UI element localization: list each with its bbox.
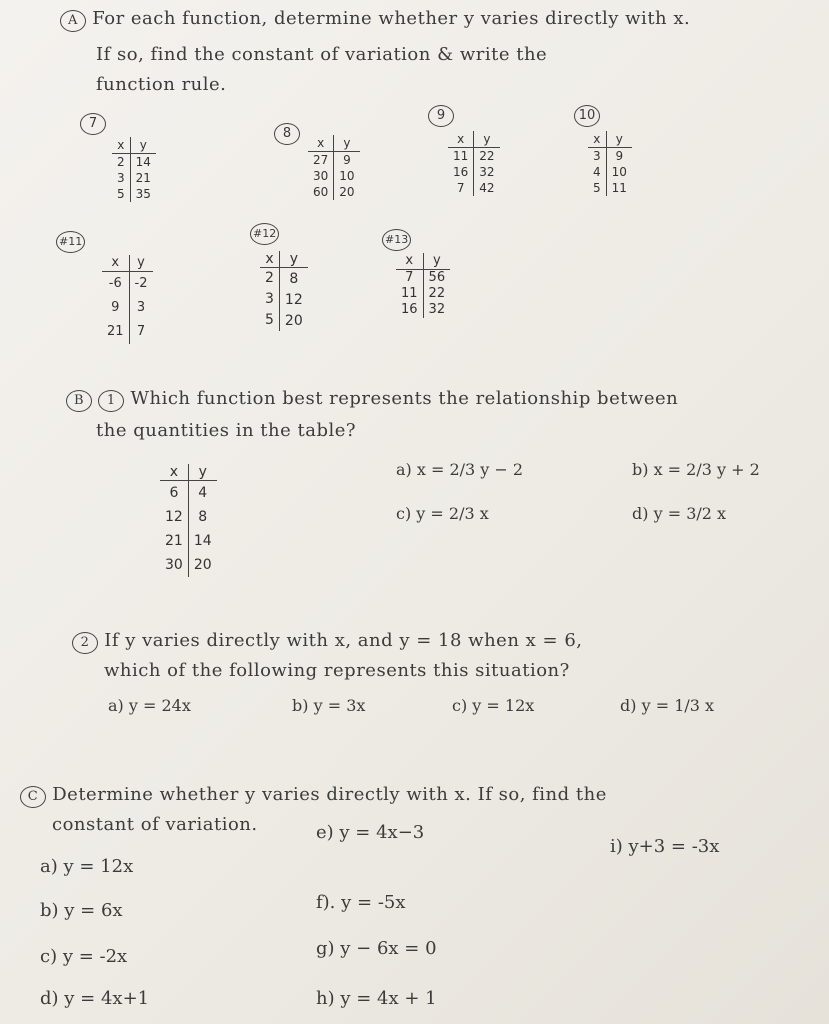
table-cell: 35 <box>135 187 151 201</box>
table-header: x <box>396 253 423 270</box>
item-h: h) y = 4x + 1 <box>316 988 437 1009</box>
table-cell: 7 <box>396 270 423 287</box>
table-cell: 4 <box>198 485 208 501</box>
problem-8 <box>274 122 360 200</box>
table-11 <box>102 255 153 344</box>
table-cell: 3 <box>588 148 606 165</box>
table-cell: 12 <box>160 505 188 529</box>
table-cell: 20 <box>284 312 303 329</box>
table-header: x <box>102 255 129 272</box>
section-a-instruction-2: If so, find the constant of variation & write the <box>96 44 548 65</box>
table-9 <box>448 131 500 196</box>
problem-10-number: 10 <box>574 105 600 127</box>
table-cell: 10 <box>611 165 627 179</box>
table-cell: 30 <box>160 553 188 577</box>
question-1-text-2: the quantities in the table? <box>96 420 357 441</box>
question-1-option-b: b) x = 2/3 y + 2 <box>632 460 760 479</box>
question-2-text-1: If y varies directly with x, and y = 18 when x = 6, <box>104 630 583 651</box>
table-10 <box>588 131 632 196</box>
section-c-badge: C <box>20 786 46 808</box>
table-cell: 5 <box>260 310 279 331</box>
table-cell: 27 <box>308 152 334 169</box>
problem-12-number: #12 <box>250 223 279 245</box>
table-cell: 22 <box>428 286 446 301</box>
table-7 <box>112 137 156 202</box>
table-header: x <box>160 464 188 481</box>
question-1-table <box>160 464 217 577</box>
question-1-option-c: c) y = 2/3 x <box>396 504 489 523</box>
item-g: g) y − 6x = 0 <box>316 938 437 959</box>
section-c-instruction-1: Determine whether y varies directly with x. If so, find the <box>52 784 607 805</box>
problem-7 <box>80 112 156 202</box>
table-cell: 11 <box>611 181 627 195</box>
question-1-text-1: Which function best represents the relationship between <box>130 388 679 409</box>
table-header: x <box>112 137 130 154</box>
question-2-option-c: c) y = 12x <box>452 696 535 715</box>
table-header: y <box>130 137 156 154</box>
problem-9-number: 9 <box>428 105 454 127</box>
question-1-badge: 1 <box>98 390 124 412</box>
table-header: x <box>588 131 606 148</box>
table-12 <box>260 251 308 331</box>
section-c-instruction-2: constant of variation. <box>52 814 258 835</box>
table-cell: 12 <box>284 291 303 308</box>
table-header: y <box>334 135 360 152</box>
problem-10 <box>574 104 632 196</box>
table-cell: 21 <box>135 171 151 185</box>
table-cell: 16 <box>448 164 474 180</box>
table-cell: -2 <box>134 276 148 291</box>
table-cell: 56 <box>428 270 446 285</box>
table-cell: 2 <box>112 154 130 171</box>
problem-13-number: #13 <box>382 229 411 251</box>
table-cell: 32 <box>479 165 495 179</box>
question-1-option-a: a) x = 2/3 y − 2 <box>396 460 524 479</box>
section-a-instruction-3: function rule. <box>96 74 227 95</box>
table-cell: 8 <box>198 509 208 525</box>
table-cell: 32 <box>428 302 446 317</box>
question-1-option-d: d) y = 3/2 x <box>632 504 727 523</box>
table-cell: -6 <box>102 272 129 297</box>
table-cell: 11 <box>396 286 423 302</box>
item-i: i) y+3 = -3x <box>610 836 720 857</box>
table-cell: 5 <box>588 180 606 196</box>
problem-12 <box>250 222 308 331</box>
table-cell: 21 <box>160 529 188 553</box>
problem-11-number: #11 <box>56 231 85 253</box>
table-cell: 5 <box>112 186 130 202</box>
item-a: a) y = 12x <box>40 856 134 877</box>
table-cell: 4 <box>588 164 606 180</box>
question-2-badge: 2 <box>72 632 98 654</box>
table-header: y <box>279 251 307 268</box>
table-cell: 16 <box>396 302 423 318</box>
question-2-option-a: a) y = 24x <box>108 696 191 715</box>
problem-8-number: 8 <box>274 123 300 145</box>
problem-11 <box>56 230 153 344</box>
section-a-badge: A <box>60 10 86 32</box>
table-cell: 9 <box>102 296 129 320</box>
table-header: y <box>188 464 216 481</box>
table-cell: 60 <box>308 184 334 200</box>
item-c: c) y = -2x <box>40 946 128 967</box>
table-cell: 3 <box>112 170 130 186</box>
question-2-option-d: d) y = 1/3 x <box>620 696 715 715</box>
problem-7-number: 7 <box>80 113 106 135</box>
table-cell: 30 <box>308 168 334 184</box>
table-cell: 7 <box>448 180 474 196</box>
table-cell: 20 <box>193 557 212 573</box>
table-header: x <box>308 135 334 152</box>
section-c-line1 <box>20 784 607 808</box>
problem-9 <box>428 104 500 196</box>
section-b-badge: B <box>66 390 92 412</box>
table-8 <box>308 135 360 200</box>
section-a-line1 <box>60 8 690 32</box>
table-cell: 20 <box>339 185 355 199</box>
table-cell: 14 <box>135 155 151 169</box>
table-header: x <box>260 251 279 268</box>
table-header: y <box>423 253 450 270</box>
table-cell: 3 <box>136 300 146 315</box>
item-e: e) y = 4x−3 <box>316 822 425 843</box>
table-cell: 7 <box>136 324 146 339</box>
item-d: d) y = 4x+1 <box>40 988 150 1009</box>
table-cell: 21 <box>102 320 129 344</box>
section-b-q1-line1 <box>66 388 678 412</box>
table-cell: 22 <box>479 149 495 163</box>
table-header: y <box>606 131 632 148</box>
section-b-q2-line1 <box>72 630 583 654</box>
table-cell: 3 <box>260 289 279 310</box>
table-cell: 9 <box>615 149 624 163</box>
table-header: y <box>474 131 500 148</box>
table-header: y <box>129 255 152 272</box>
table-header: x <box>448 131 474 148</box>
question-2-option-b: b) y = 3x <box>292 696 366 715</box>
item-f: f). y = -5x <box>316 892 406 913</box>
table-cell: 6 <box>160 481 188 506</box>
question-2-text-2: which of the following represents this situation? <box>104 660 570 681</box>
table-cell: 9 <box>343 153 351 167</box>
problem-13 <box>382 228 450 318</box>
table-cell: 14 <box>193 533 212 549</box>
table-13 <box>396 253 450 318</box>
item-b: b) y = 6x <box>40 900 123 921</box>
table-cell: 42 <box>479 181 495 195</box>
section-a-instruction-1: For each function, determine whether y varies directly with x. <box>92 8 691 29</box>
table-cell: 2 <box>260 268 279 290</box>
table-cell: 8 <box>289 270 299 287</box>
table-cell: 10 <box>339 169 355 183</box>
table-cell: 11 <box>448 148 474 165</box>
